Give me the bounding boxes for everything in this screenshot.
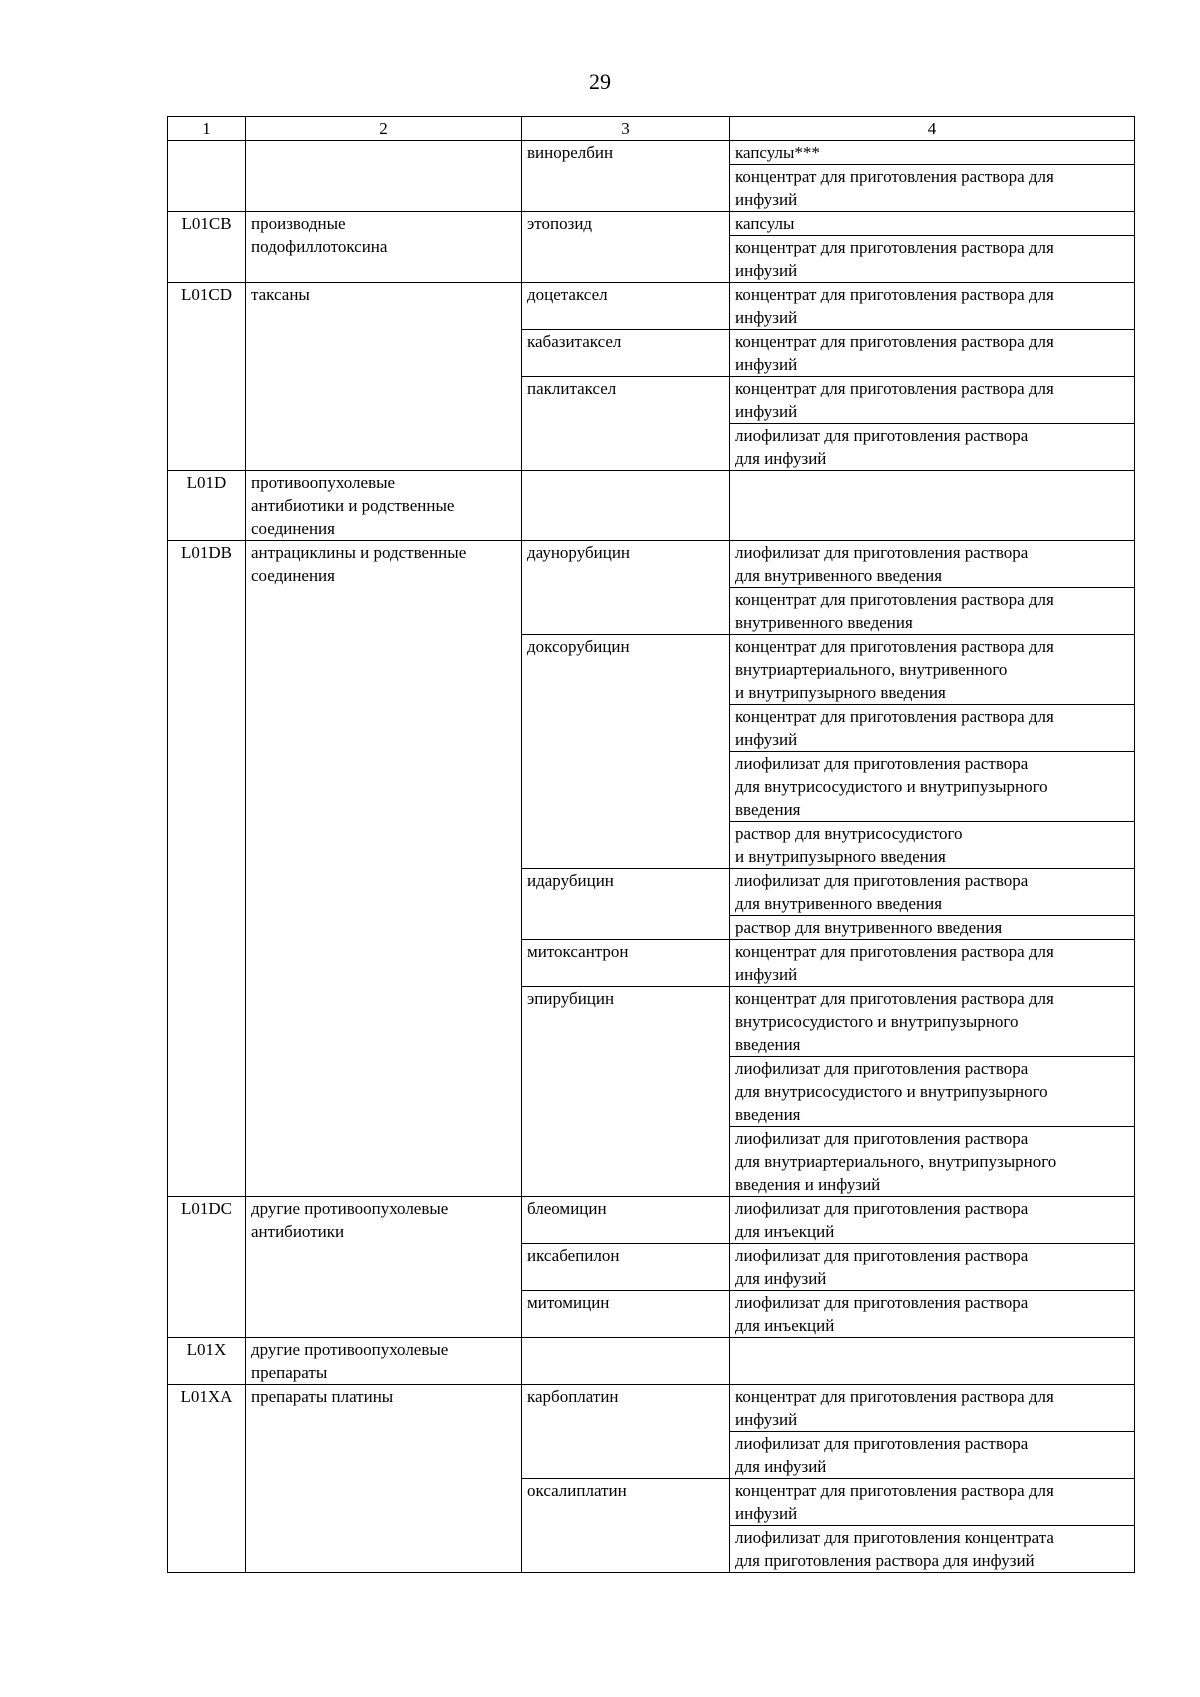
group-name-cell: антрациклины и родственные соединения [246,541,522,1197]
drug-name-cell: карбоплатин [522,1385,730,1479]
dosage-form-cell: концентрат для приготовления раствора для инфузий [730,377,1135,424]
page-number: 29 [589,69,611,94]
table-row [168,1385,1135,1432]
group-name-cell: препараты платины [246,1385,522,1573]
atc-code-cell: L01XA [168,1385,246,1573]
drug-name-cell [522,471,730,541]
dosage-form-cell: раствор для внутрисосудистого и внутрипузырного введения [730,822,1135,869]
atc-code-cell: L01DC [168,1197,246,1338]
drug-table [167,116,1135,1573]
column-header: 1 [168,117,246,141]
dosage-form-cell: лиофилизат для приготовления концентрата для приготовления раствора для инфузий [730,1526,1135,1573]
atc-code-cell: L01CB [168,212,246,283]
column-header: 3 [522,117,730,141]
dosage-form-cell: концентрат для приготовления раствора для внутривенного введения [730,588,1135,635]
group-name-cell: другие противоопухолевые препараты [246,1338,522,1385]
dosage-form-cell: концентрат для приготовления раствора для внутриартериального, внутривенного и внутрипузырного введения [730,635,1135,705]
dosage-form-cell: концентрат для приготовления раствора для инфузий [730,940,1135,987]
drug-name-cell: митоксантрон [522,940,730,987]
dosage-form-cell: концентрат для приготовления раствора для инфузий [730,1385,1135,1432]
dosage-form-cell [730,471,1135,541]
dosage-form-cell: лиофилизат для приготовления раствора для внутриартериального, внутрипузырного введения и инфузий [730,1127,1135,1197]
dosage-form-cell: лиофилизат для приготовления раствора для внутрисосудистого и внутрипузырного введения [730,752,1135,822]
drug-name-cell: оксалиплатин [522,1479,730,1573]
group-name-cell [246,141,522,212]
dosage-form-cell: концентрат для приготовления раствора для инфузий [730,165,1135,212]
dosage-form-cell [730,1338,1135,1385]
drug-name-cell: идарубицин [522,869,730,940]
drug-name-cell: винорелбин [522,141,730,212]
group-name-cell: таксаны [246,283,522,471]
drug-name-cell: митомицин [522,1291,730,1338]
table-row [168,141,1135,165]
table-row [168,283,1135,330]
dosage-form-cell: концентрат для приготовления раствора для инфузий [730,283,1135,330]
dosage-form-cell: лиофилизат для приготовления раствора для внутривенного введения [730,869,1135,916]
dosage-form-cell: лиофилизат для приготовления раствора для инфузий [730,1432,1135,1479]
drug-name-cell: этопозид [522,212,730,283]
dosage-form-cell: капсулы*** [730,141,1135,165]
dosage-form-cell: концентрат для приготовления раствора для инфузий [730,1479,1135,1526]
dosage-form-cell: капсулы [730,212,1135,236]
column-header: 2 [246,117,522,141]
drug-name-cell: иксабепилон [522,1244,730,1291]
dosage-form-cell: концентрат для приготовления раствора для инфузий [730,236,1135,283]
dosage-form-cell: лиофилизат для приготовления раствора для инъекций [730,1197,1135,1244]
table-header-row [168,117,1135,141]
atc-code-cell: L01D [168,471,246,541]
table-row [168,212,1135,236]
drug-name-cell [522,1338,730,1385]
dosage-form-cell: лиофилизат для приготовления раствора для инфузий [730,1244,1135,1291]
dosage-form-cell: лиофилизат для приготовления раствора для внутривенного введения [730,541,1135,588]
dosage-form-cell: лиофилизат для приготовления раствора для инфузий [730,424,1135,471]
drug-name-cell: доксорубицин [522,635,730,869]
drug-name-cell: блеомицин [522,1197,730,1244]
drug-name-cell: доцетаксел [522,283,730,330]
table-row [168,1197,1135,1244]
dosage-form-cell: лиофилизат для приготовления раствора для инъекций [730,1291,1135,1338]
group-name-cell: противоопухолевые антибиотики и родственные соединения [246,471,522,541]
dosage-form-cell: лиофилизат для приготовления раствора для внутрисосудистого и внутрипузырного введения [730,1057,1135,1127]
dosage-form-cell: концентрат для приготовления раствора для внутрисосудистого и внутрипузырного введения [730,987,1135,1057]
table-row [168,471,1135,541]
drug-name-cell: кабазитаксел [522,330,730,377]
drug-name-cell: паклитаксел [522,377,730,471]
table-body [168,141,1135,1573]
atc-code-cell [168,141,246,212]
column-header: 4 [730,117,1135,141]
drug-name-cell: даунорубицин [522,541,730,635]
dosage-form-cell: раствор для внутривенного введения [730,916,1135,940]
dosage-form-cell: концентрат для приготовления раствора для инфузий [730,330,1135,377]
atc-code-cell: L01CD [168,283,246,471]
dosage-form-cell: концентрат для приготовления раствора для инфузий [730,705,1135,752]
table-row [168,541,1135,588]
drug-name-cell: эпирубицин [522,987,730,1197]
table-row [168,1338,1135,1385]
atc-code-cell: L01X [168,1338,246,1385]
atc-code-cell: L01DB [168,541,246,1197]
group-name-cell: другие противоопухолевые антибиотики [246,1197,522,1338]
group-name-cell: производные подофиллотоксина [246,212,522,283]
